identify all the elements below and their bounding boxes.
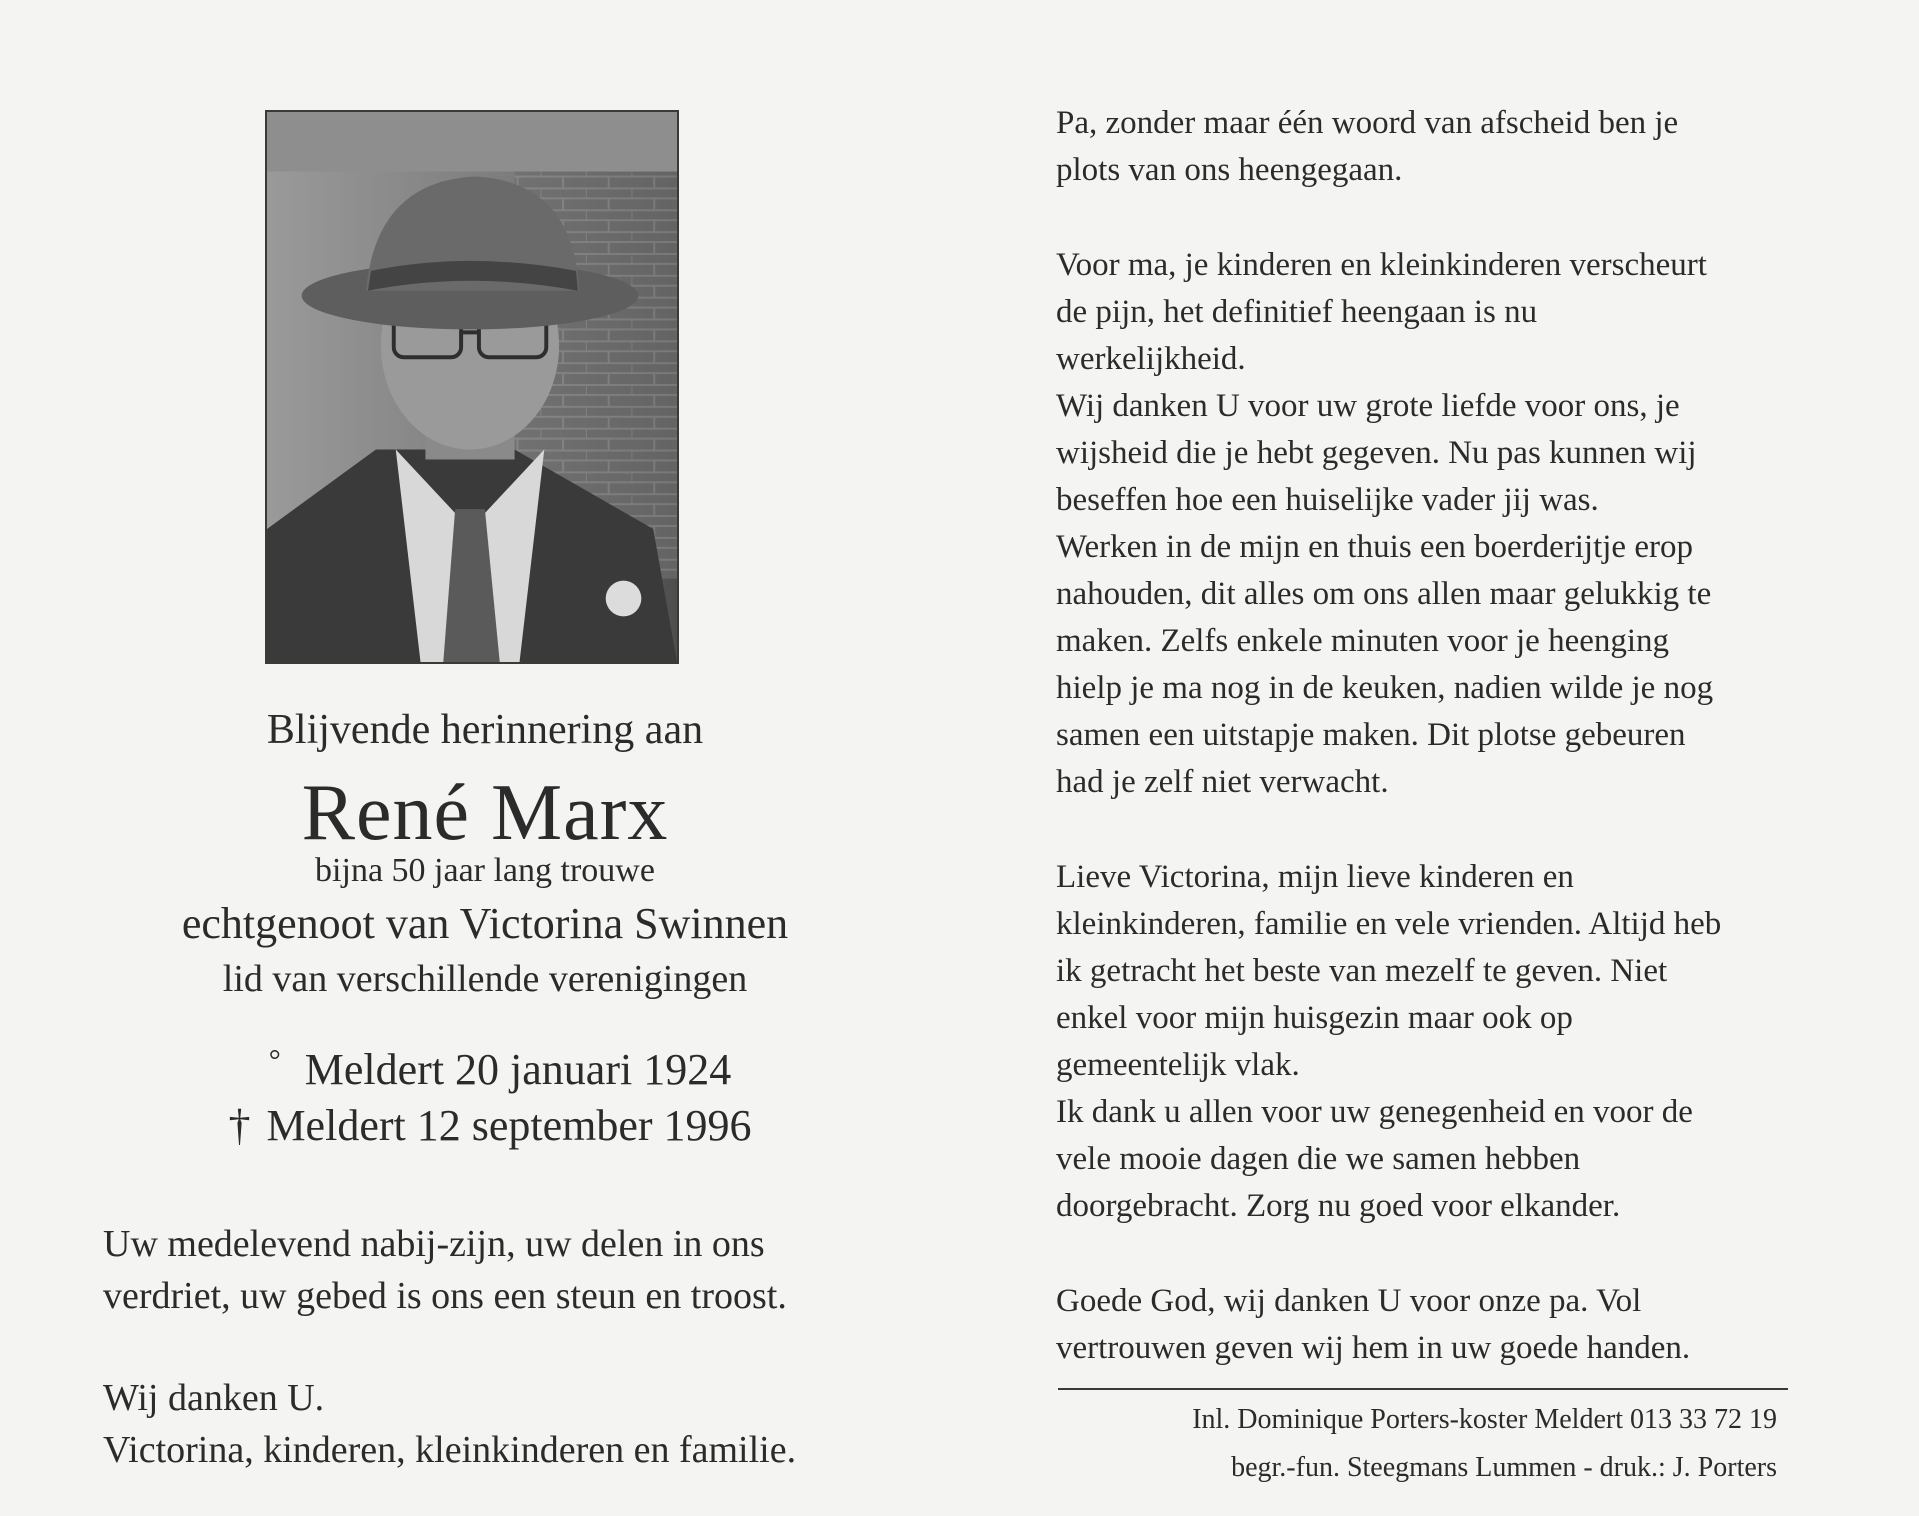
condolence-paragraph: [103, 1218, 787, 1322]
text-line: enkel voor mijn huisgezin maar ook op: [1056, 1000, 1573, 1036]
birth-line: [200, 1044, 800, 1095]
text-line: plots van ons heengegaan.: [1056, 152, 1403, 188]
birth-symbol: °: [268, 1044, 281, 1077]
text-line: gemeentelijk vlak.: [1056, 1047, 1300, 1083]
closing-line: Victorina, kinderen, kleinkinderen en familie.: [103, 1429, 797, 1471]
text-line: doorgebracht. Zorg nu goed voor elkander.: [1056, 1188, 1621, 1224]
deceased-name: René Marx: [301, 769, 669, 857]
text-line: samen een uitstapje maken. Dit plotse gebeuren: [1056, 717, 1686, 753]
associations-line: lid van verschillende verenigingen: [222, 958, 748, 1000]
marriage-duration: bijna 50 jaar lang trouwe: [315, 852, 655, 889]
divider: [1058, 1388, 1788, 1390]
text-line: hielp je ma nog in de keuken, nadien wilde je nog: [1056, 670, 1714, 706]
portrait-image: [267, 112, 677, 662]
text-line: had je zelf niet verwacht.: [1056, 764, 1389, 800]
stanza: [1056, 1278, 1796, 1372]
stanza: [1056, 854, 1796, 1230]
text-line: Ik dank u allen voor uw genegenheid en voor de: [1056, 1094, 1693, 1130]
text-line: Voor ma, je kinderen en kleinkinderen verscheurt: [1056, 247, 1707, 283]
footer-printer: begr.-fun. Steegmans Lummen - druk.: J. Porters: [1231, 1452, 1777, 1483]
birth-text: Meldert 20 januari 1924: [304, 1045, 732, 1094]
text-line: beseffen hoe een huiselijke vader jij was.: [1056, 482, 1599, 518]
text-line: vertrouwen geven wij hem in uw goede handen.: [1056, 1330, 1691, 1366]
text-line: ik getracht het beste van mezelf te geven. Niet: [1056, 953, 1668, 989]
memorial-text: [1056, 100, 1796, 1420]
text-line: Goede God, wij danken U voor onze pa. Vol: [1056, 1283, 1642, 1319]
closing-line: Wij danken U.: [103, 1377, 325, 1419]
text-line: Werken in de mijn en thuis een boerderijtje erop: [1056, 529, 1693, 565]
text-line: maken. Zelfs enkele minuten voor je heenging: [1056, 623, 1670, 659]
portrait-photo: [265, 110, 679, 664]
death-text: Meldert 12 september 1996: [266, 1101, 752, 1150]
death-symbol: †: [228, 1101, 251, 1150]
closing-paragraph: [103, 1372, 796, 1476]
text-line: de pijn, het definitief heengaan is nu: [1056, 294, 1538, 330]
text-line: Lieve Victorina, mijn lieve kinderen en: [1056, 859, 1574, 895]
condolence-line: Uw medelevend nabij-zijn, uw delen in ons: [103, 1223, 765, 1265]
text-line: Pa, zonder maar één woord van afscheid ben je: [1056, 105, 1679, 141]
subtitle: Blijvende herinnering aan: [266, 707, 704, 753]
text-line: wijsheid die je hebt gegeven. Nu pas kunnen wij: [1056, 435, 1697, 471]
death-line: [180, 1100, 800, 1151]
footer-info: Inl. Dominique Porters-koster Meldert 013 33 72 19: [1192, 1404, 1777, 1435]
text-line: werkelijkheid.: [1056, 341, 1246, 377]
stanza: [1056, 100, 1796, 194]
text-line: kleinkinderen, familie en vele vrienden. Altijd heb: [1056, 906, 1722, 942]
text-line: vele mooie dagen die we samen hebben: [1056, 1141, 1581, 1177]
text-line: nahouden, dit alles om ons allen maar gelukkig te: [1056, 576, 1712, 612]
condolence-line: verdriet, uw gebed is ons een steun en troost.: [103, 1275, 787, 1317]
spouse-line: echtgenoot van Victorina Swinnen: [181, 899, 789, 948]
stanza: [1056, 242, 1796, 806]
text-line: Wij danken U voor uw grote liefde voor ons, je: [1056, 388, 1680, 424]
